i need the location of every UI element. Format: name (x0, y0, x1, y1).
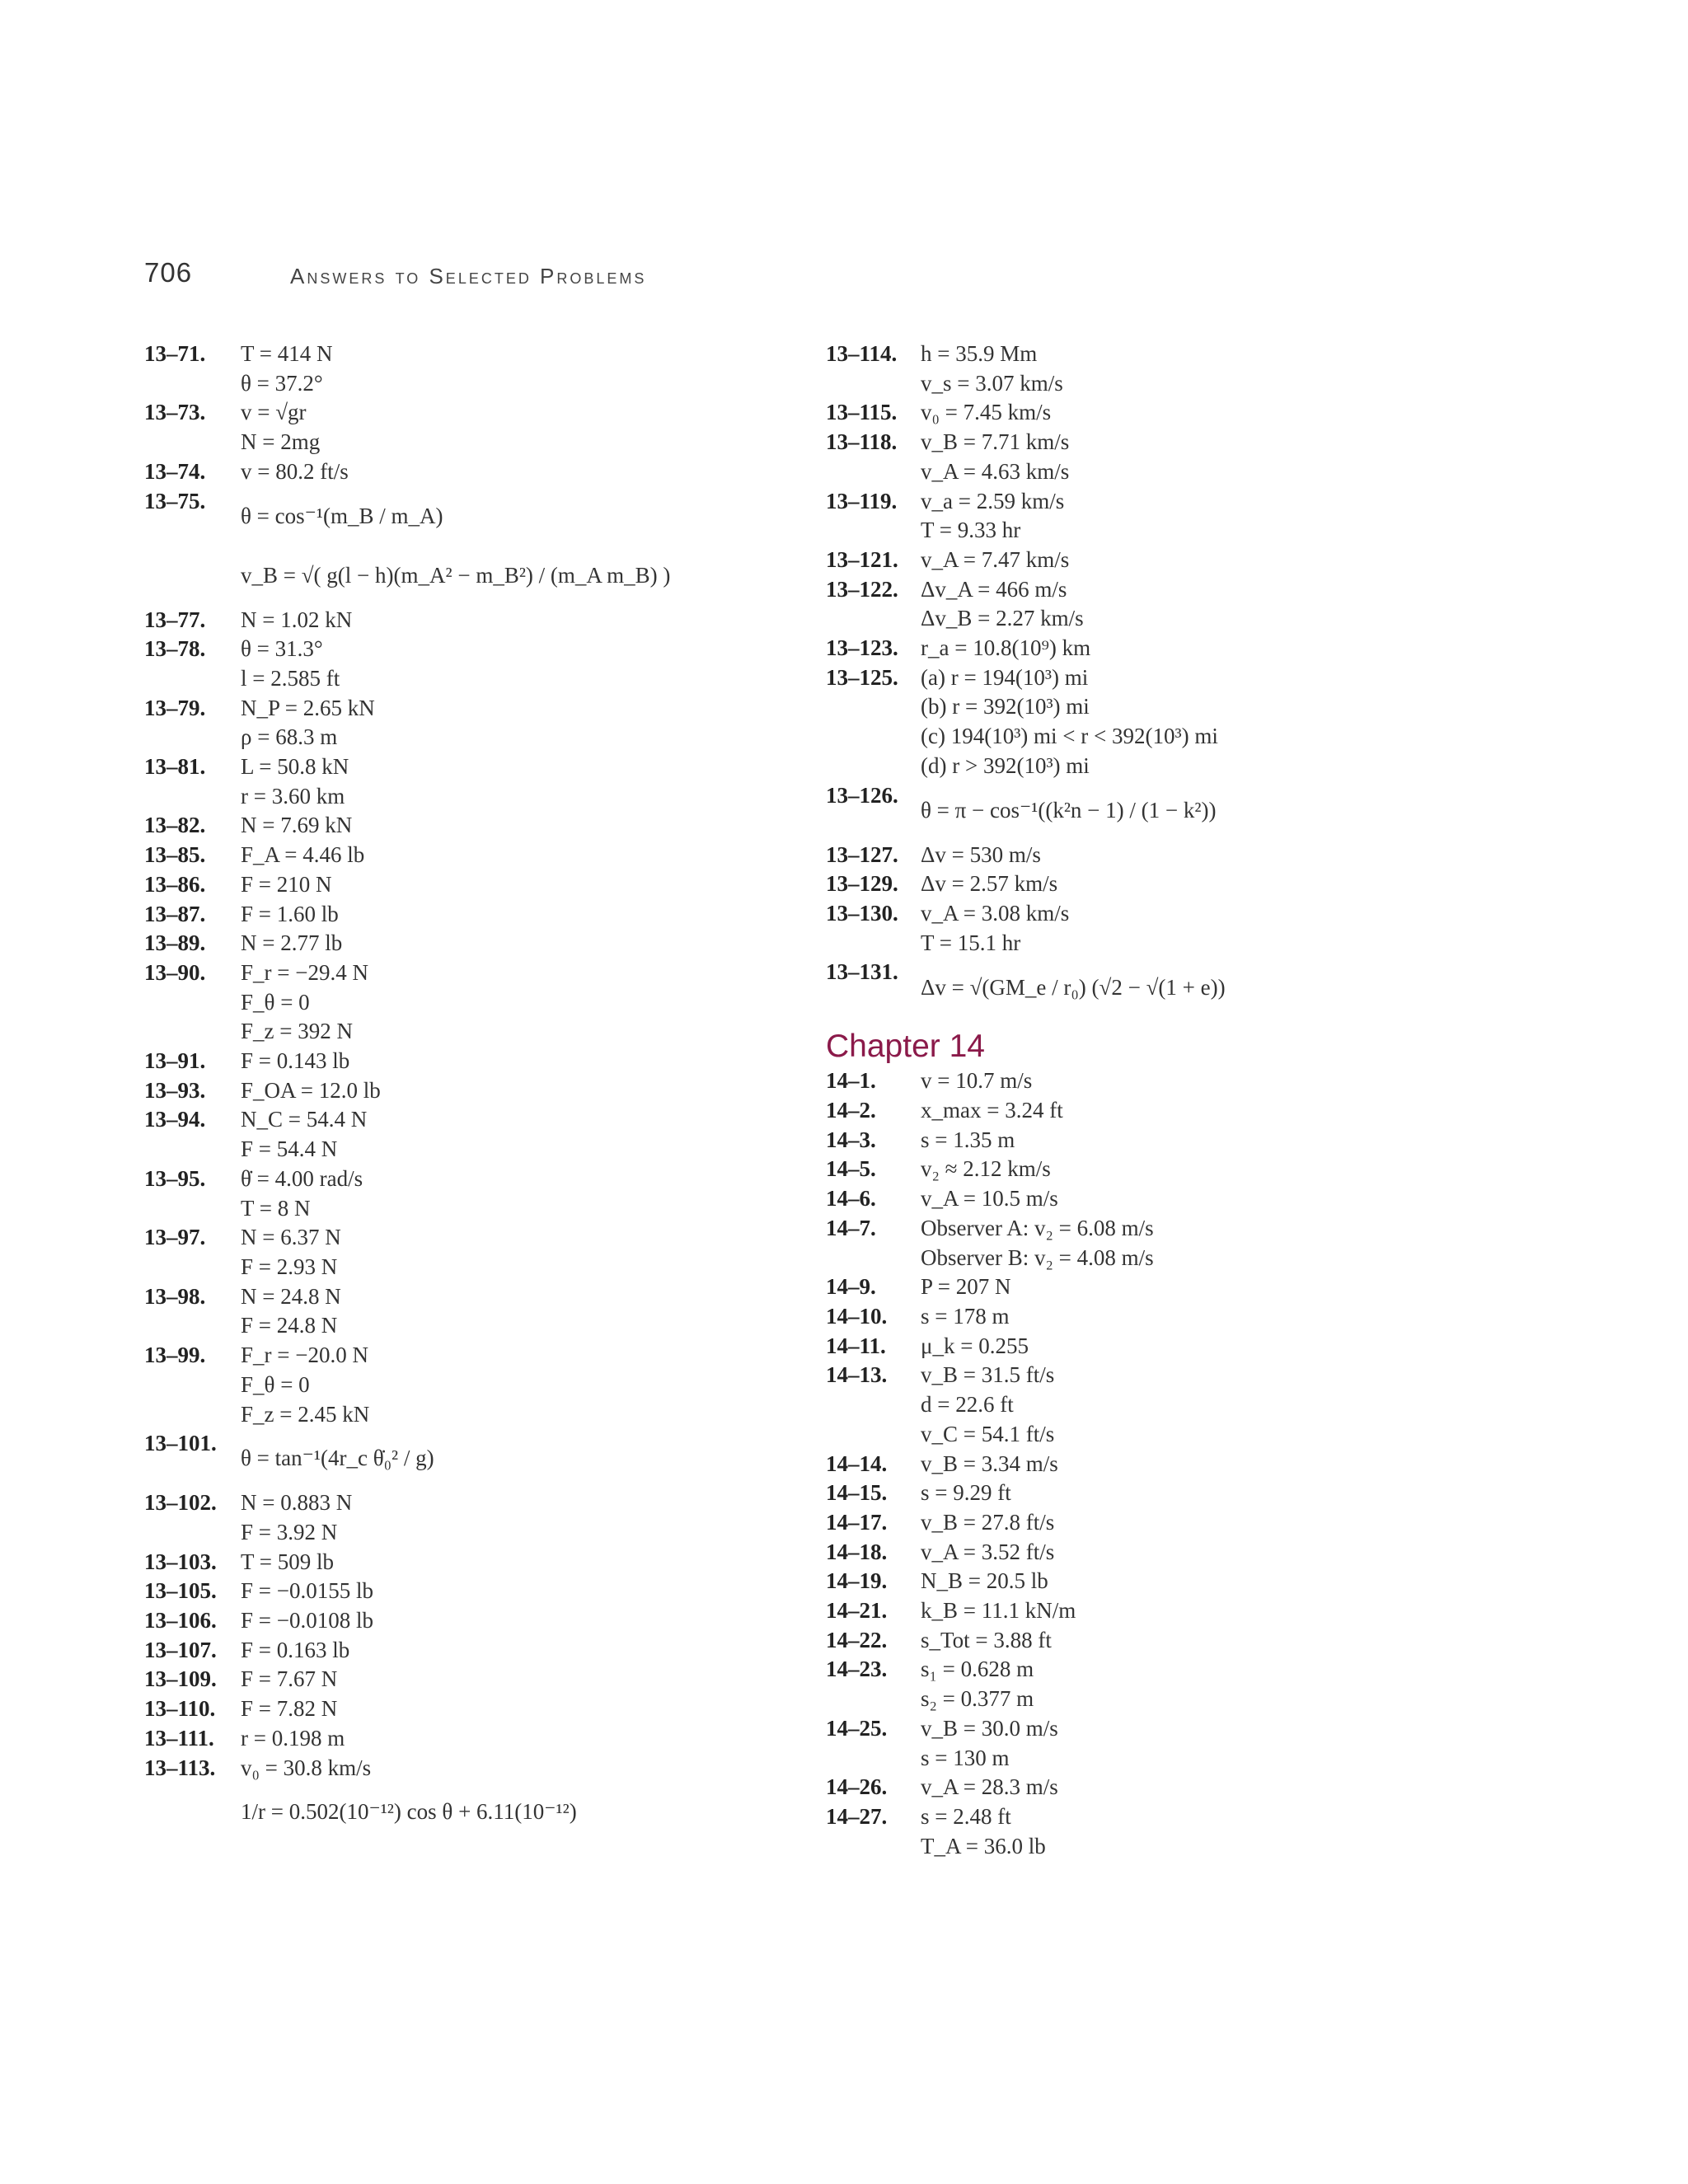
answer-line: v = 10.7 m/s (921, 1068, 1033, 1094)
answer-entry (144, 1076, 787, 1106)
problem-number: 14–11. (826, 1333, 886, 1358)
answer-line: N = 0.883 N (241, 1490, 353, 1516)
answer-line: N_B = 20.5 lb (921, 1568, 1048, 1594)
answer-entry (826, 1361, 1485, 1449)
answer-line: v_A = 4.63 km/s (921, 458, 1070, 484)
problem-number: 13–121. (826, 546, 898, 572)
answer-entry (144, 1282, 787, 1341)
problem-number: 14–27. (826, 1803, 888, 1829)
page-header (144, 257, 647, 298)
problem-number: 14–6. (826, 1186, 876, 1212)
answer-entry (826, 487, 1485, 546)
answer-entry (826, 1126, 1485, 1155)
chapter-heading: Chapter 14 (826, 1029, 985, 1065)
answer-line: θ = 31.3° (241, 636, 323, 662)
problem-number: 14–13. (826, 1362, 888, 1388)
answer-entry (144, 1754, 787, 1843)
answer-line: (d) r > 392(10³) mi (921, 752, 1090, 778)
answer-line: L = 50.8 kN (241, 754, 349, 780)
answer-line: F_z = 392 N (241, 1019, 353, 1044)
answer-line: (a) r = 194(10³) mi (921, 664, 1089, 690)
answer-line: Δv_B = 2.27 km/s (921, 606, 1084, 631)
answer-line: h = 35.9 Mm (921, 341, 1038, 366)
answer-line: 1/r = 0.502(10⁻¹²) cos θ + 6.11(10⁻¹²) (241, 1799, 577, 1825)
answer-line: F = 24.8 N (241, 1313, 338, 1338)
answer-line: F_θ = 0 (241, 989, 310, 1015)
answer-line: θ = π − cos⁻¹((k²n − 1) / (1 − k²)) (921, 797, 1217, 823)
answer-entry (826, 1272, 1485, 1302)
problem-number: 13–87. (144, 901, 206, 926)
answer-line: θ = cos⁻¹(m_B / m_A) (241, 503, 443, 528)
answer-entry (144, 1665, 787, 1694)
answer-entry (144, 958, 787, 1047)
answer-entry (826, 1302, 1485, 1332)
chapter-13-answers-continued (826, 340, 1485, 1017)
problem-number: 13–123. (826, 635, 898, 661)
problem-number: 13–86. (144, 871, 206, 897)
answer-line: T_A = 36.0 lb (921, 1833, 1046, 1858)
answer-entry (144, 1429, 787, 1488)
problem-number: 14–23. (826, 1657, 888, 1682)
answer-line: F = 210 N (241, 871, 332, 897)
answer-line: v_B = √( g(l − h)(m_A² − m_B²) / (m_A m_B) ) (241, 562, 671, 588)
answer-line: F = 0.163 lb (241, 1637, 350, 1662)
answer-entry (144, 1606, 787, 1636)
answer-line: v_B = 31.5 ft/s (921, 1362, 1055, 1388)
answer-line: v_A = 3.52 ft/s (921, 1539, 1055, 1564)
answer-line: F = 2.93 N (241, 1254, 338, 1279)
answer-line: s = 2.48 ft (921, 1803, 1011, 1829)
answer-line: F = −0.0155 lb (241, 1578, 373, 1604)
answer-entry (826, 1802, 1485, 1861)
answer-entry (826, 1184, 1485, 1214)
answer-entry (826, 1332, 1485, 1361)
answer-line: v_A = 7.47 km/s (921, 546, 1070, 572)
problem-number: 14–14. (826, 1451, 888, 1476)
answer-line: F = 0.143 lb (241, 1048, 350, 1074)
answer-line: d = 22.6 ft (921, 1392, 1014, 1418)
answer-line: s = 9.29 ft (921, 1480, 1011, 1506)
problem-number: 14–19. (826, 1568, 888, 1594)
answer-entry (826, 634, 1485, 663)
answer-line: F = 7.82 N (241, 1696, 338, 1722)
problem-number: 13–109. (144, 1666, 217, 1692)
answer-line: F_θ = 0 (241, 1371, 310, 1397)
answer-line: r = 3.60 km (241, 783, 345, 808)
answer-entry (826, 1450, 1485, 1479)
problem-number: 13–102. (144, 1490, 217, 1516)
answer-entry (144, 1488, 787, 1547)
answer-entry (826, 428, 1485, 486)
answer-entry (826, 1155, 1485, 1184)
problem-number: 13–101. (144, 1431, 217, 1456)
answer-line: v_A = 10.5 m/s (921, 1186, 1058, 1212)
problem-number: 14–15. (826, 1480, 888, 1506)
problem-number: 14–9. (826, 1274, 876, 1300)
answer-line: (b) r = 392(10³) mi (921, 694, 1090, 719)
answer-line: μ_k = 0.255 (921, 1333, 1029, 1358)
answer-entry (144, 1047, 787, 1076)
answer-entry (144, 398, 787, 457)
answer-line: F_r = −29.4 N (241, 959, 368, 985)
answer-line: v = 80.2 ft/s (241, 458, 349, 484)
answer-line: F = 54.4 N (241, 1137, 338, 1162)
answer-line: T = 509 lb (241, 1549, 334, 1574)
problem-number: 13–79. (144, 695, 206, 720)
answer-entry (144, 694, 787, 752)
answer-entry (144, 1105, 787, 1164)
answer-line: v_A = 3.08 km/s (921, 900, 1070, 926)
answer-line: F = 7.67 N (241, 1666, 338, 1692)
answer-line: Δv = 2.57 km/s (921, 871, 1058, 897)
answer-entry (144, 1694, 787, 1724)
answer-entry (826, 663, 1485, 781)
answer-line: N = 24.8 N (241, 1283, 341, 1309)
answer-entry (826, 899, 1485, 958)
answer-line: v = √gr (241, 400, 307, 425)
answer-line: v_A = 28.3 m/s (921, 1774, 1058, 1800)
answer-entry (826, 340, 1485, 398)
answer-line: v₀ = 7.45 km/s (921, 400, 1052, 425)
answer-line: T = 8 N (241, 1195, 311, 1221)
problem-number: 13–73. (144, 400, 206, 425)
problem-number: 13–127. (826, 841, 898, 867)
answer-entry (144, 487, 787, 606)
page-number: 706 (144, 257, 193, 288)
answer-line: F = −0.0108 lb (241, 1608, 373, 1633)
answer-line: P = 207 N (921, 1274, 1011, 1300)
running-title: Answers to Selected Problems (290, 264, 647, 288)
answer-line: s_Tot = 3.88 ft (921, 1627, 1052, 1652)
problem-number: 13–82. (144, 813, 206, 838)
answer-entry (144, 1223, 787, 1282)
problem-number: 13–126. (826, 782, 898, 808)
answer-line: Δv = 530 m/s (921, 841, 1041, 867)
answer-line: v_B = 30.0 m/s (921, 1715, 1058, 1741)
answer-line: r_a = 10.8(10⁹) km (921, 635, 1091, 661)
answer-entry (144, 1636, 787, 1666)
problem-number: 13–103. (144, 1549, 217, 1574)
answer-entry (144, 752, 787, 811)
chapter-14-answers (826, 1066, 1485, 1861)
problem-number: 13–97. (144, 1225, 206, 1250)
answer-line: v_a = 2.59 km/s (921, 488, 1065, 513)
answer-entry (144, 1724, 787, 1754)
answer-line: F = 3.92 N (241, 1519, 338, 1544)
answer-line: (c) 194(10³) mi < r < 392(10³) mi (921, 724, 1218, 749)
answer-line: s₂ = 0.377 m (921, 1686, 1034, 1712)
answer-entry (144, 900, 787, 930)
problem-number: 13–114. (826, 341, 898, 366)
problem-number: 14–21. (826, 1598, 888, 1624)
answer-line: F_OA = 12.0 lb (241, 1077, 381, 1103)
answer-entry (144, 1577, 787, 1606)
problem-number: 13–111. (144, 1725, 214, 1750)
answer-entry (826, 546, 1485, 575)
problem-number: 14–7. (826, 1215, 876, 1240)
answer-line: v_C = 54.1 ft/s (921, 1421, 1055, 1446)
answer-entry (144, 841, 787, 870)
answer-line: N_C = 54.4 N (241, 1107, 368, 1132)
answer-line: θ = 37.2° (241, 370, 323, 396)
problem-number: 13–130. (826, 900, 898, 926)
answer-entry (826, 1538, 1485, 1568)
problem-number: 13–98. (144, 1283, 206, 1309)
answer-entry (144, 635, 787, 693)
problem-number: 14–1. (826, 1068, 876, 1094)
answer-line: v₂ ≈ 2.12 km/s (921, 1156, 1051, 1182)
answer-line: F_r = −20.0 N (241, 1343, 368, 1368)
problem-number: 13–78. (144, 636, 206, 662)
answer-line: T = 9.33 hr (921, 518, 1021, 543)
problem-number: 13–95. (144, 1165, 206, 1191)
answer-line: s = 1.35 m (921, 1127, 1015, 1152)
problem-number: 14–5. (826, 1156, 876, 1182)
answer-entry (826, 781, 1485, 841)
problem-number: 13–85. (144, 842, 206, 868)
answer-line: v₀ = 30.8 km/s (241, 1755, 372, 1780)
answer-line: N_P = 2.65 kN (241, 695, 375, 720)
problem-number: 13–94. (144, 1107, 206, 1132)
problem-number: 14–17. (826, 1509, 888, 1535)
problem-number: 14–2. (826, 1098, 876, 1123)
answer-line: r = 0.198 m (241, 1725, 345, 1750)
answer-line: F = 1.60 lb (241, 901, 339, 926)
answer-entry (826, 1714, 1485, 1773)
problem-number: 13–77. (144, 607, 206, 632)
problem-number: 14–10. (826, 1303, 888, 1329)
answer-entry (826, 1066, 1485, 1096)
answer-line: v_B = 27.8 ft/s (921, 1509, 1055, 1535)
problem-number: 13–115. (826, 400, 898, 425)
answer-entry (826, 869, 1485, 899)
answer-entry (826, 1508, 1485, 1538)
problem-number: 13–110. (144, 1696, 216, 1722)
left-answer-column (144, 340, 787, 1842)
answer-line: F_z = 2.45 kN (241, 1401, 370, 1427)
problem-number: 13–105. (144, 1578, 217, 1604)
problem-number: 13–74. (144, 458, 206, 484)
problem-number: 14–3. (826, 1127, 876, 1152)
answer-line: k_B = 11.1 kN/m (921, 1598, 1076, 1624)
answer-line: N = 2mg (241, 429, 321, 455)
answer-line: N = 7.69 kN (241, 813, 353, 838)
problem-number: 13–89. (144, 930, 206, 956)
problem-number: 13–129. (826, 871, 898, 897)
answer-entry (826, 1626, 1485, 1656)
answer-entry (826, 1596, 1485, 1626)
answer-entry (144, 340, 787, 398)
answer-line: Δv_A = 466 m/s (921, 576, 1067, 602)
answer-line: s = 178 m (921, 1303, 1010, 1329)
answer-line: l = 2.585 ft (241, 665, 340, 691)
answer-entry (826, 1655, 1485, 1713)
answer-line: θ = tan⁻¹(4r_c θ̇₀² / g) (241, 1446, 434, 1471)
answer-line: ρ = 68.3 m (241, 724, 338, 750)
answer-entry (826, 1214, 1485, 1272)
answer-line: N = 1.02 kN (241, 607, 353, 632)
answer-entry (826, 1096, 1485, 1126)
answer-entry (826, 1479, 1485, 1508)
problem-number: 13–131. (826, 959, 898, 985)
answer-line: Observer B: v₂ = 4.08 m/s (921, 1244, 1154, 1270)
problem-number: 14–18. (826, 1539, 888, 1564)
answer-line: x_max = 3.24 ft (921, 1098, 1063, 1123)
problem-number: 13–125. (826, 664, 898, 690)
answer-entry (144, 870, 787, 900)
answer-entry (826, 958, 1485, 1017)
answer-line: v_B = 7.71 km/s (921, 429, 1070, 455)
problem-number: 13–91. (144, 1048, 206, 1074)
problem-number: 13–71. (144, 341, 206, 366)
problem-number: 13–122. (826, 576, 898, 602)
answer-line: Observer A: v₂ = 6.08 m/s (921, 1215, 1154, 1240)
answer-line: N = 2.77 lb (241, 930, 343, 956)
problem-number: 13–106. (144, 1608, 217, 1633)
problem-number: 14–25. (826, 1715, 888, 1741)
answer-line: s₁ = 0.628 m (921, 1657, 1034, 1682)
problem-number: 14–22. (826, 1627, 888, 1652)
answer-line: v_s = 3.07 km/s (921, 370, 1063, 396)
problem-number: 13–81. (144, 754, 206, 780)
answer-entry (826, 1773, 1485, 1802)
answer-line: N = 6.37 N (241, 1225, 341, 1250)
answer-entry (826, 1567, 1485, 1596)
answer-entry (144, 1165, 787, 1223)
problem-number: 14–26. (826, 1774, 888, 1800)
problem-number: 13–99. (144, 1343, 206, 1368)
answer-entry (144, 1548, 787, 1577)
right-answer-column (826, 340, 1485, 1861)
answer-entry (826, 841, 1485, 870)
answer-line: F_A = 4.46 lb (241, 842, 365, 868)
problem-number: 13–93. (144, 1077, 206, 1103)
answer-line: s = 130 m (921, 1745, 1010, 1770)
problem-number: 13–75. (144, 488, 206, 513)
answer-entry (144, 1341, 787, 1429)
answer-entry (144, 811, 787, 841)
answer-line: θ̇ = 4.00 rad/s (241, 1165, 363, 1191)
problem-number: 13–119. (826, 488, 898, 513)
problem-number: 13–113. (144, 1755, 216, 1780)
answer-entry (144, 457, 787, 487)
answer-entry (826, 398, 1485, 428)
problem-number: 13–90. (144, 959, 206, 985)
answer-line: T = 15.1 hr (921, 930, 1021, 955)
answer-line: v_B = 3.34 m/s (921, 1451, 1058, 1476)
answer-entry (144, 606, 787, 635)
problem-number: 13–118. (826, 429, 898, 455)
answer-entry (826, 575, 1485, 634)
answer-line: T = 414 N (241, 341, 333, 366)
answer-entry (144, 929, 787, 958)
answer-line: Δv = √(GM_e / r₀) (√2 − √(1 + e)) (921, 974, 1226, 1000)
problem-number: 13–107. (144, 1637, 217, 1662)
